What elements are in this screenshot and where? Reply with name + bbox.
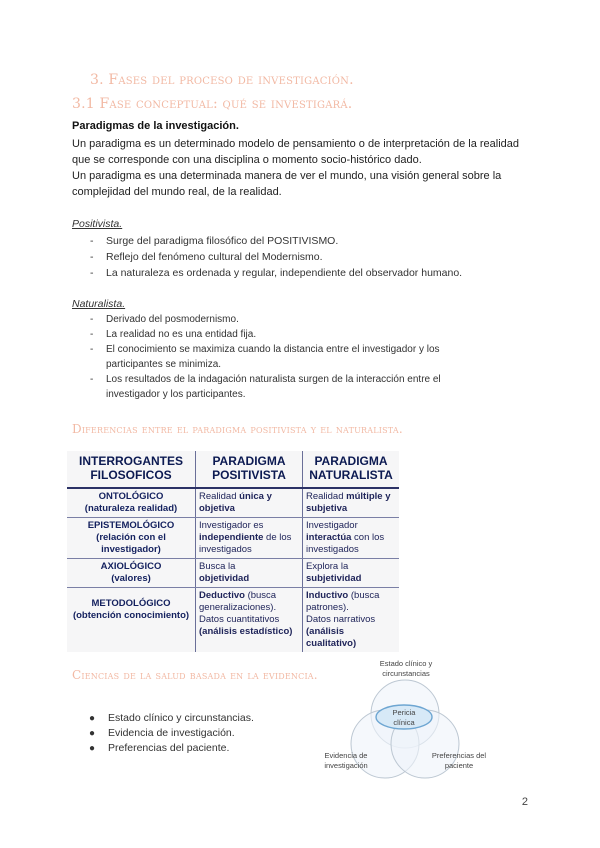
list-item: ● Evidencia de investigación. [89, 727, 235, 739]
paradigmas-heading: Paradigmas de la investigación. [72, 120, 239, 132]
table-header: INTERROGANTES FILOSOFICOS [67, 451, 196, 488]
table-cell: Realidad múltiple y subjetiva [303, 488, 400, 518]
ciencias-heading: Ciencias de la salud basada en la evidencia. [72, 668, 318, 682]
row-label: METODOLÓGICO (obtención conocimiento) [72, 598, 190, 621]
list-item: - El conocimiento se maximiza cuando la distancia entre el investigador y los participantes se minimiza. [90, 344, 440, 370]
venn-label-right: Preferencias del paciente [431, 751, 487, 770]
paragraph-definition-1: Un paradigma es un determinado modelo de pensamiento o de interpretación de la realidad que se corresponde con una disciplina o momento socio-histórico dado. [72, 138, 520, 166]
list-item: ● Preferencias del paciente. [89, 742, 230, 754]
list-item: - La naturaleza es ordenada y regular, independiente del observador humano. [90, 267, 463, 279]
row-label: ONTOLÓGICO (naturaleza realidad) [67, 488, 196, 518]
naturalista-list [72, 312, 492, 402]
comparison-table [67, 451, 399, 652]
venn-label-center: Pericia clínica [392, 708, 416, 727]
section-heading: 3. Fases del proceso de investigación. [90, 72, 354, 88]
table-cell: Investigador es independiente de los investigados [196, 518, 303, 559]
table-cell: Realidad única y objetiva [196, 488, 303, 518]
table-cell: Busca la objetividad [196, 559, 303, 588]
table-header: PARADIGMA POSITIVISTA [196, 451, 303, 488]
positivista-list [72, 233, 542, 281]
table-row [67, 559, 399, 588]
diferencias-heading: Diferencias entre el paradigma positivista y el naturalista. [72, 422, 403, 436]
list-item: - Los resultados de la indagación naturalista surgen de la interacción entre el investigador y los participantes. [90, 374, 441, 400]
positivista-subtitle: Positivista. [72, 218, 123, 230]
table-cell: Deductivo (busca generalizaciones). Datos cuantitativos (análisis estadístico) [196, 588, 303, 653]
list-item: - Derivado del posmodernismo. [90, 314, 239, 325]
page-number: 2 [521, 796, 528, 808]
table-cell: Investigador interactúa con los investigados [303, 518, 400, 559]
evidencia-list [72, 711, 312, 756]
row-label: AXIOLÓGICO (valores) [67, 559, 196, 588]
table-header: PARADIGMA NATURALISTA [303, 451, 400, 488]
table-row [67, 588, 399, 653]
table-row [67, 488, 399, 518]
list-item: - Reflejo del fenómeno cultural del Modernismo. [90, 251, 323, 263]
list-item: - Surge del paradigma filosófico del POSITIVISMO. [90, 235, 339, 247]
paragraph-definition-2: Un paradigma es una determinada manera de ver el mundo, una visión general sobre la complejidad del mundo real, de la realidad. [72, 170, 502, 198]
venn-label-top: Estado clínico y circunstancias [379, 659, 433, 678]
list-item: - La realidad no es una entidad fija. [90, 329, 257, 340]
venn-label-left: Evidencia de investigación [324, 751, 368, 770]
table-row [67, 518, 399, 559]
table-cell: Inductivo (busca patrones). Datos narrativos (análisis cualitativo) [303, 588, 400, 653]
subsection-heading: 3.1 Fase conceptual: qué se investigará. [72, 96, 353, 112]
list-item: ● Estado clínico y circunstancias. [89, 712, 254, 724]
naturalista-subtitle: Naturalista. [72, 298, 126, 310]
table-cell: Explora la subjetividad [303, 559, 400, 588]
row-label: EPISTEMOLÓGICO (relación con el investigador) [67, 518, 196, 559]
